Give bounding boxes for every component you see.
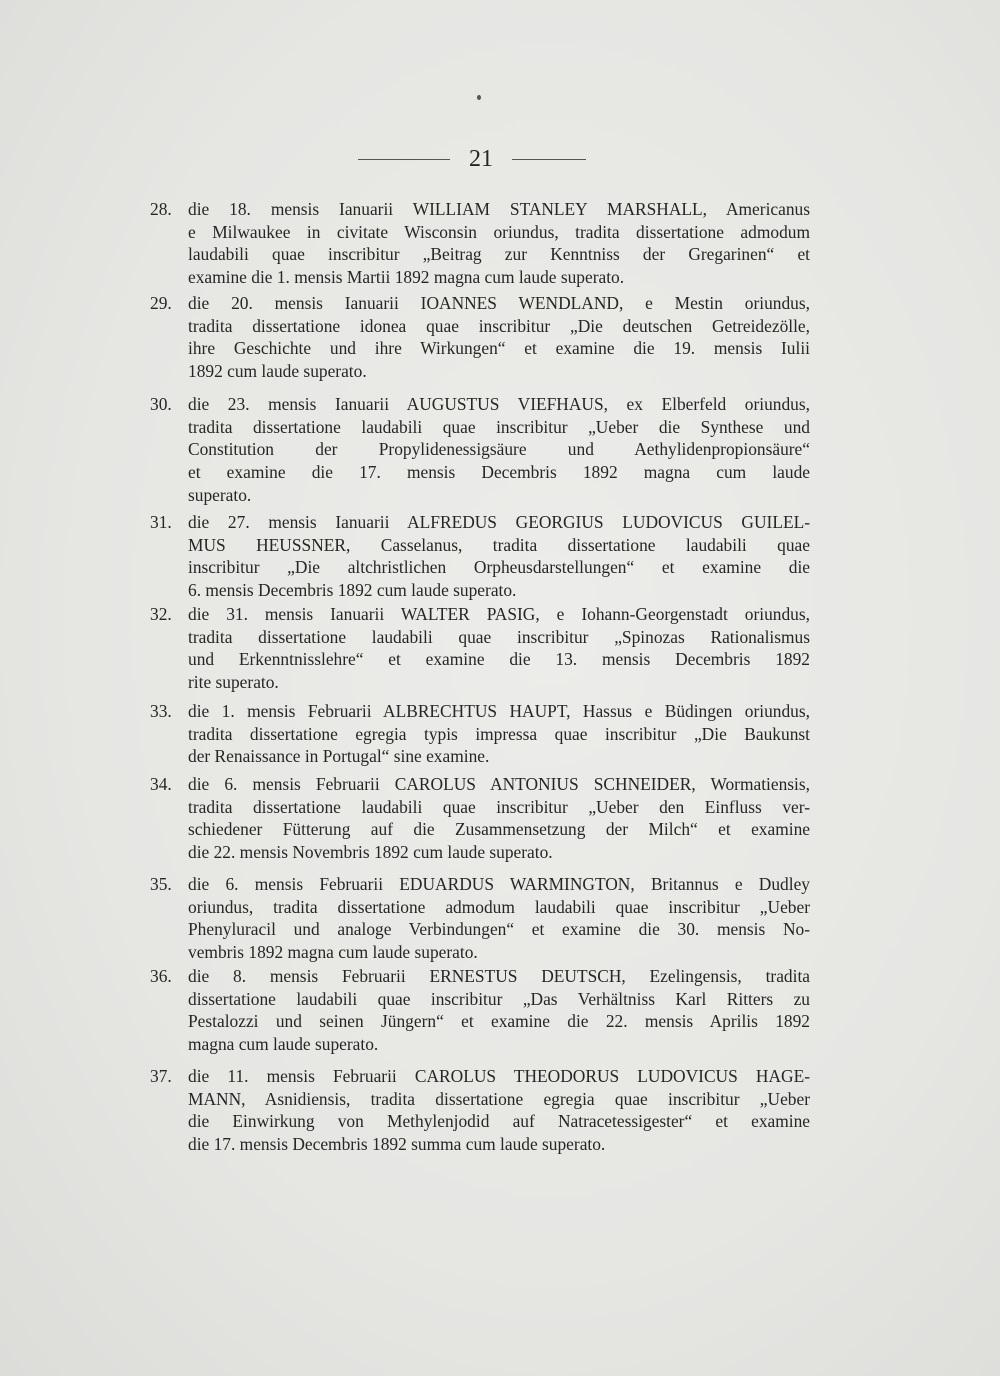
entry-line: rite superato. <box>188 672 279 693</box>
entry-number: 30. <box>150 394 172 414</box>
entry-number: 28. <box>150 199 172 219</box>
list-item <box>150 965 810 1056</box>
entry-line: et examine die 17. mensis Decembris 1892 magna cum laude <box>188 462 810 483</box>
entry-line: MUS HEUSSNER, Casselanus, tradita dissertatione laudabili quae <box>188 534 810 555</box>
entry-number: 35. <box>150 874 172 894</box>
entry-line: tradita dissertatione idonea quae inscribitur „Die deutschen Getreidezölle, <box>188 315 810 336</box>
entry-line: schiedener Fütterung auf die Zusammensetzung der Milch“ et examine <box>188 819 810 840</box>
page-number: 21 <box>469 146 493 172</box>
entry-number: 31. <box>150 512 172 532</box>
entry-line: MANN, Asnidiensis, tradita dissertatione egregia quae inscribitur „Ueber <box>188 1088 810 1109</box>
entry-line: 6. mensis Decembris 1892 cum laude superato. <box>188 580 517 601</box>
list-item <box>150 873 810 964</box>
entry-line: die 11. mensis Februarii CAROLUS THEODORUS LUDOVICUS HAGE- <box>188 1066 810 1086</box>
entry-line: die 22. mensis Novembris 1892 cum laude superato. <box>188 842 553 863</box>
list-item <box>150 393 810 507</box>
list-item <box>150 603 810 694</box>
entry-line: superato. <box>188 484 252 505</box>
entry-line: examine die 1. mensis Martii 1892 magna cum laude superato. <box>188 267 625 288</box>
header-rule-right <box>512 159 586 160</box>
entry-line: die 8. mensis Februarii ERNESTUS DEUTSCH, Ezelingensis, tradita <box>188 966 810 986</box>
entry-line: tradita dissertatione laudabili quae inscribitur „Spinozas Rationalismus <box>188 626 810 647</box>
entry-line: die 27. mensis Ianuarii ALFREDUS GEORGIUS LUDOVICUS GUILEL- <box>188 512 810 532</box>
entry-line: tradita dissertatione laudabili quae inscribitur „Ueber die Synthese und <box>188 416 810 437</box>
list-item <box>150 1065 810 1156</box>
entry-number: 29. <box>150 293 172 313</box>
entry-line: die Einwirkung von Methylenjodid auf Natracetessigester“ et examine <box>188 1111 810 1132</box>
entry-line: 1892 cum laude superato. <box>188 361 367 382</box>
entry-line: die 17. mensis Decembris 1892 summa cum laude superato. <box>188 1134 606 1155</box>
ink-speck <box>477 95 481 100</box>
entry-number: 36. <box>150 966 172 986</box>
entry-number: 32. <box>150 604 172 624</box>
entry-number: 34. <box>150 774 172 794</box>
list-item <box>150 773 810 864</box>
entry-number: 33. <box>150 701 172 721</box>
entry-line: magna cum laude superato. <box>188 1034 379 1055</box>
entry-line: laudabili quae inscribitur „Beitrag zur Kenntniss der Gregarinen“ et <box>188 244 810 265</box>
entry-line: ihre Geschichte und ihre Wirkungen“ et examine die 19. mensis Iulii <box>188 338 810 359</box>
entry-line: die 23. mensis Ianuarii AUGUSTUS VIEFHAUS, ex Elberfeld oriundus, <box>188 394 810 414</box>
entry-line: inscribitur „Die altchristlichen Orpheusdarstellungen“ et examine die <box>188 557 810 578</box>
list-item <box>150 292 810 383</box>
entry-line: der Renaissance in Portugal“ sine examine. <box>188 746 490 767</box>
header-rule-left <box>358 159 450 160</box>
entry-list <box>150 198 810 1155</box>
entry-line: oriundus, tradita dissertatione admodum laudabili quae inscribitur „Ueber <box>188 896 810 917</box>
entry-line: die 6. mensis Februarii EDUARDUS WARMINGTON, Britannus e Dudley <box>188 874 810 894</box>
entry-line: Phenyluracil und analoge Verbindungen“ et examine die 30. mensis No- <box>188 919 810 940</box>
entry-line: tradita dissertatione laudabili quae inscribitur „Ueber den Einfluss ver- <box>188 796 810 817</box>
entry-line: die 20. mensis Ianuarii IOANNES WENDLAND, e Mestin oriundus, <box>188 293 810 313</box>
entry-line: die 18. mensis Ianuarii WILLIAM STANLEY MARSHALL, Americanus <box>188 199 810 219</box>
entry-line: tradita dissertatione egregia typis impressa quae inscribitur „Die Baukunst <box>188 723 810 744</box>
entry-number: 37. <box>150 1066 172 1086</box>
entry-line: Pestalozzi und seinen Jüngern“ et examine die 22. mensis Aprilis 1892 <box>188 1011 810 1032</box>
entry-line: und Erkenntnisslehre“ et examine die 13. mensis Decembris 1892 <box>188 649 810 670</box>
list-item <box>150 700 810 768</box>
entry-line: die 1. mensis Februarii ALBRECHTUS HAUPT, Hassus e Büdingen oriundus, <box>188 701 810 721</box>
entry-line: die 6. mensis Februarii CAROLUS ANTONIUS SCHNEIDER, Wormatiensis, <box>188 774 810 794</box>
entry-line: e Milwaukee in civitate Wisconsin oriundus, tradita dissertatione admodum <box>188 221 810 242</box>
list-item <box>150 198 810 289</box>
entry-line: vembris 1892 magna cum laude superato. <box>188 942 478 963</box>
entry-line: die 31. mensis Ianuarii WALTER PASIG, e Iohann-Georgenstadt oriundus, <box>188 604 810 624</box>
entry-line: dissertatione laudabili quae inscribitur „Das Verhältniss Karl Ritters zu <box>188 988 810 1009</box>
entry-line: Constitution der Propylidenessigsäure und Aethylidenpropionsäure“ <box>188 439 810 460</box>
page-header <box>0 144 1000 174</box>
list-item <box>150 511 810 602</box>
